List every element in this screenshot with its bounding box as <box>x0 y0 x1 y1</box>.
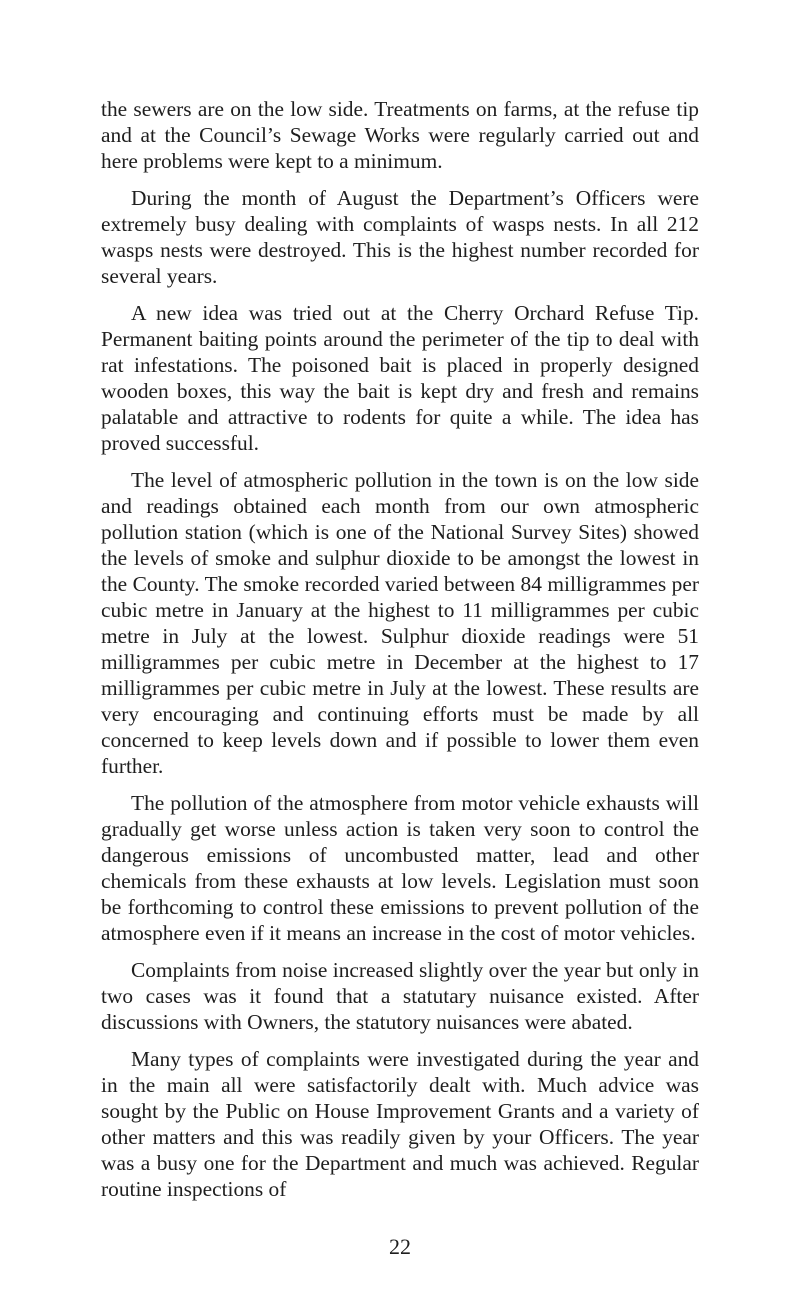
paragraph-wasps: During the month of August the Department’s Officers were extremely busy dealing with complaints of wasps nests. In all 212 wasps nests were destroyed. This is the highest number recorded for several years. <box>101 186 699 288</box>
paragraph-refuse-tip: A new idea was tried out at the Cherry Orchard Refuse Tip. Permanent baiting points around the perimeter of the tip to deal with rat infestations. The poisoned bait is placed in properly designed wooden boxes, this way the bait is kept dry and fresh and remains palatable and attractive to rodents for quite a while. The idea has proved successful. <box>101 301 699 455</box>
paragraph-noise-complaints: Complaints from noise increased slightly over the year but only in two cases was it found that a statutary nuisance existed. After discussions with Owners, the statutory nuisances were abated. <box>101 958 699 1034</box>
document-body <box>101 96 699 1213</box>
page-number: 22 <box>389 1234 411 1259</box>
paragraph-atmospheric-pollution: The level of atmospheric pollution in the town is on the low side and readings obtained each month from our own atmospheric pollution station (which is one of the National Survey Sites) showed the levels of smoke and sulphur dioxide to be amongst the lowest in the County. The smoke recorded varied between 84 milligrammes per cubic metre in January at the highest to 11 milligrammes per cubic metre in July at the lowest. Sulphur dioxide readings were 51 milligrammes per cubic metre in December at the highest to 17 milligrammes per cubic metre in July at the lowest. These results are very encouraging and continuing efforts must be made by all concerned to keep levels down and if possible to lower them even further. <box>101 468 699 778</box>
paragraph-other-complaints: Many types of complaints were investigated during the year and in the main all were satisfactorily dealt with. Much advice was sought by the Public on House Improvement Grants and a variety of other matters and this was readily given by your Officers. The year was a busy one for the Department and much was achieved. Regular routine inspections of <box>101 1047 699 1201</box>
paragraph-sewers: the sewers are on the low side. Treatments on farms, at the refuse tip and at the Council’s Sewage Works were regularly carried out and here problems were kept to a minimum. <box>101 97 699 173</box>
paragraph-vehicle-exhausts: The pollution of the atmosphere from motor vehicle exhausts will gradually get worse unless action is taken very soon to control the dangerous emissions of uncombusted matter, lead and other chemicals from these exhausts at low levels. Legislation must soon be forthcoming to control these emissions to prevent pollution of the atmosphere even if it means an increase in the cost of motor vehicles. <box>101 791 699 945</box>
